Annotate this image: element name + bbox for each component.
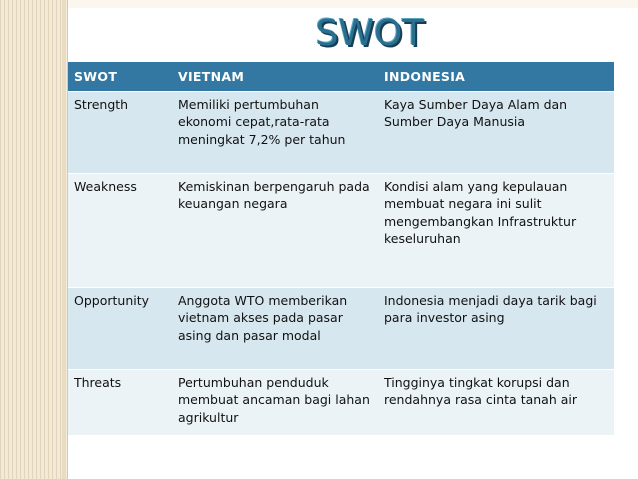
decorative-top-strip [68, 0, 638, 8]
table-row-threats [68, 369, 614, 435]
swot-table [68, 62, 614, 435]
row-category: Strength [68, 91, 172, 173]
decorative-side-rule [62, 0, 66, 479]
row-category: Opportunity [68, 287, 172, 369]
table-row-weakness [68, 173, 614, 287]
cell-vietnam: Kemiskinan berpengaruh pada keuangan negara [172, 173, 378, 287]
cell-vietnam: Anggota WTO memberikan vietnam akses pada pasar asing dan pasar modal [172, 287, 378, 369]
decorative-side-band [0, 0, 68, 479]
header-vietnam: VIETNAM [172, 62, 378, 91]
cell-vietnam: Pertumbuhan penduduk membuat ancaman bagi lahan agrikultur [172, 369, 378, 435]
cell-indonesia: Indonesia menjadi daya tarik bagi para investor asing [378, 287, 614, 369]
cell-indonesia: Kondisi alam yang kepulauan membuat negara ini sulit mengembangkan Infrastruktur keseluruhan [378, 173, 614, 287]
row-category: Weakness [68, 173, 172, 287]
cell-indonesia: Tingginya tingkat korupsi dan rendahnya rasa cinta tanah air [378, 369, 614, 435]
header-indonesia: INDONESIA [378, 62, 614, 91]
table-row-opportunity [68, 287, 614, 369]
cell-indonesia: Kaya Sumber Daya Alam dan Sumber Daya Manusia [378, 91, 614, 173]
cell-vietnam: Memiliki pertumbuhan ekonomi cepat,rata-rata meningkat 7,2% per tahun [172, 91, 378, 173]
table-row-strength [68, 91, 614, 173]
slide-title: SWOT [315, 13, 425, 54]
header-swot: SWOT [68, 62, 172, 91]
table-header-row [68, 62, 614, 91]
row-category: Threats [68, 369, 172, 435]
